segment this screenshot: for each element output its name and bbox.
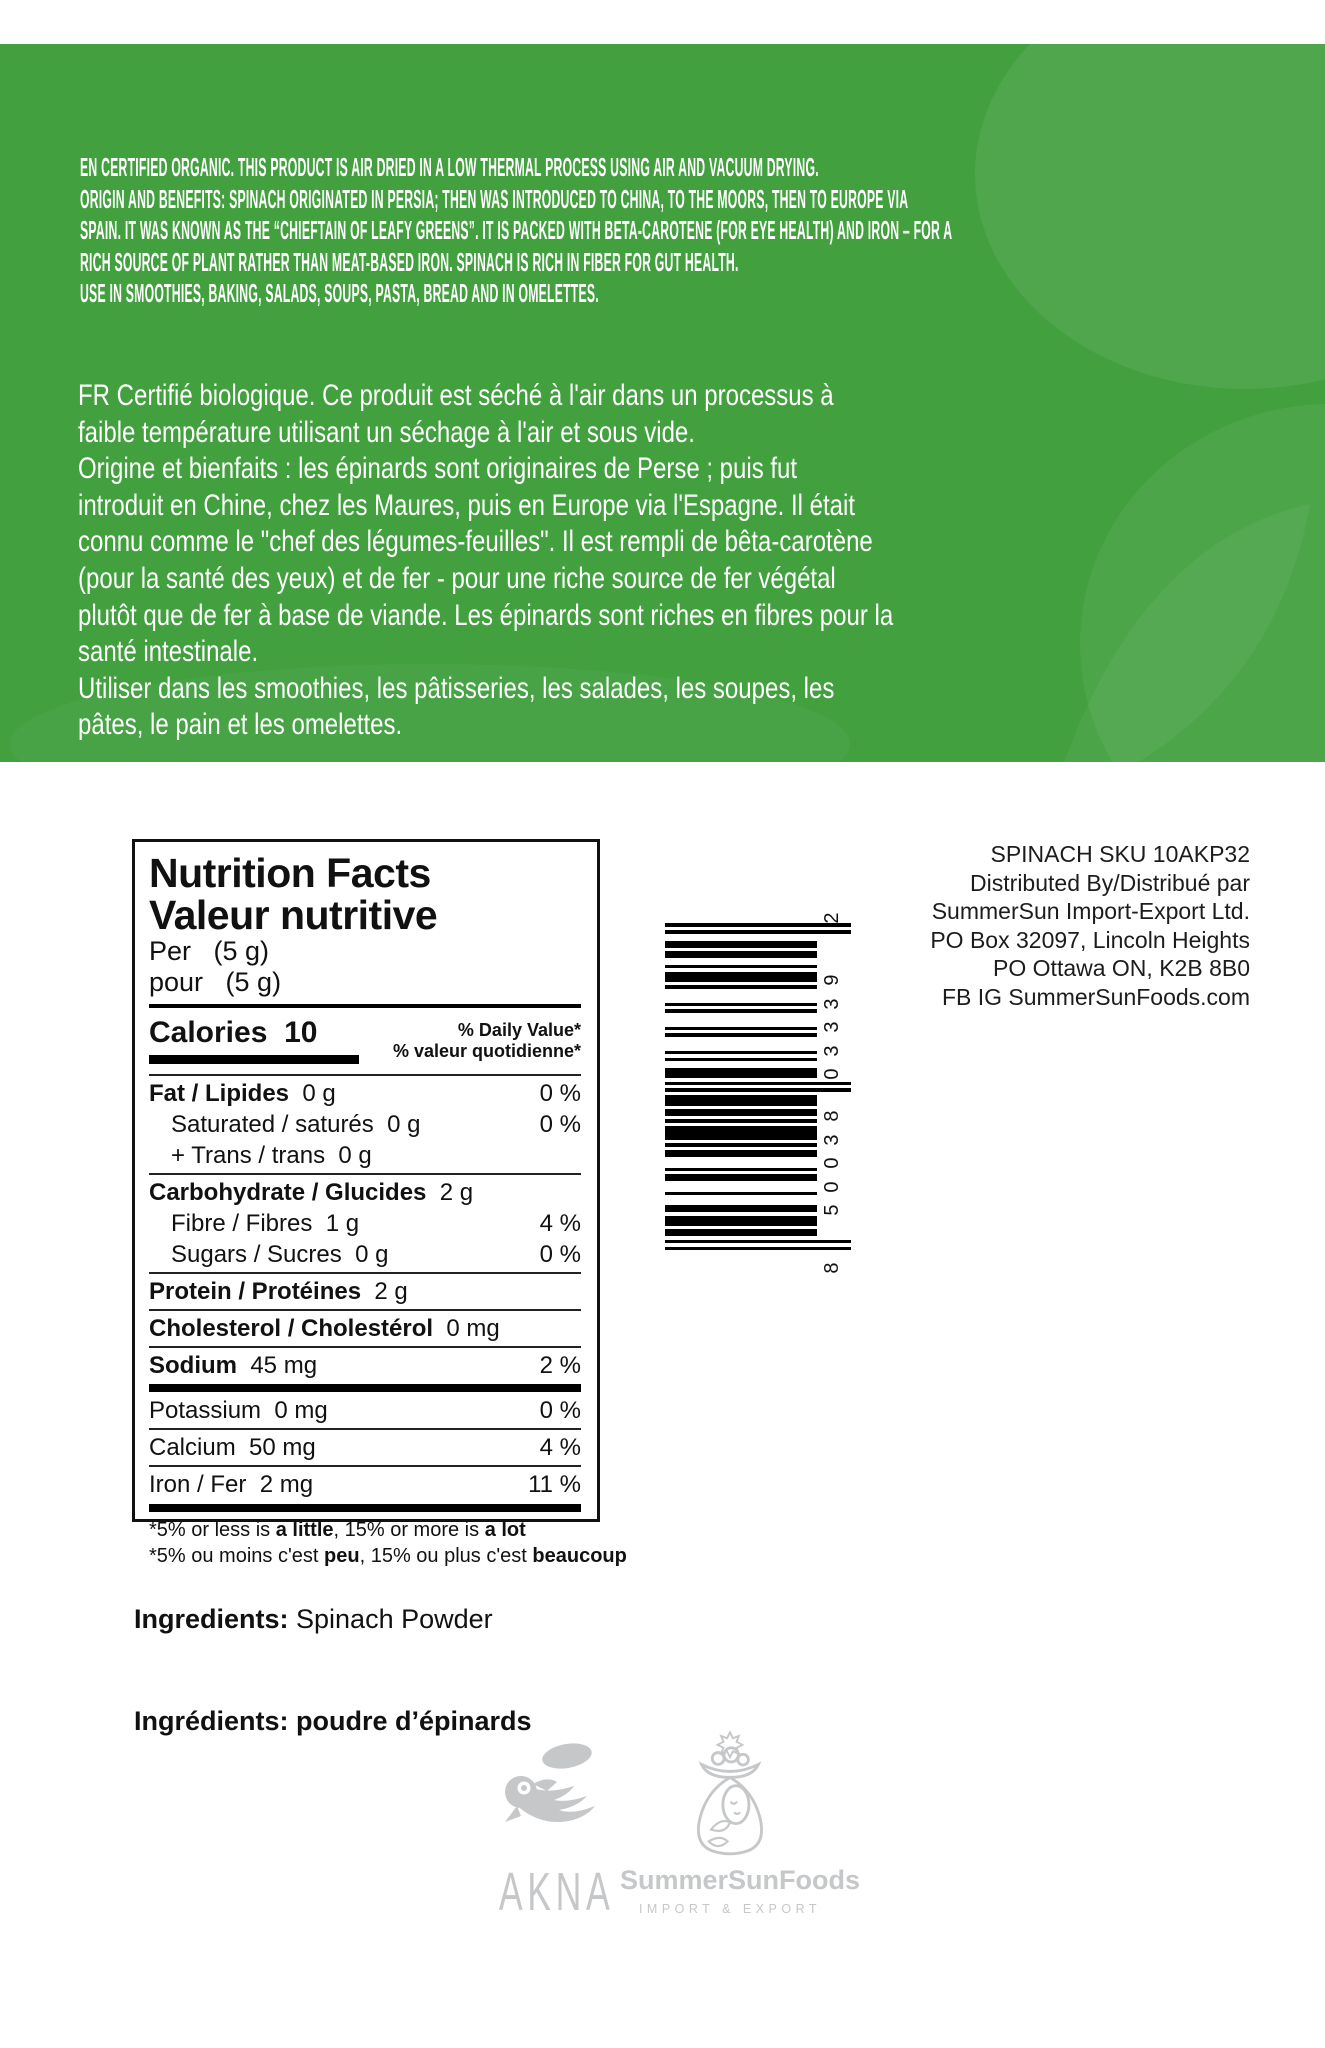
barcode-digit: 8 [821, 1110, 843, 1122]
nutrient-row: Fat / Lipides 0 g 0 % [149, 1080, 581, 1107]
barcode-digit: 0 [821, 1068, 843, 1080]
distributor-line: SummerSun Import-Export Ltd. [931, 898, 1250, 924]
distributor-line: PO Box 32097, Lincoln Heights [930, 926, 1250, 953]
fr-line: santé intestinale. [78, 635, 259, 669]
row-separator [149, 1384, 581, 1392]
nutrient-row: Iron / Fer 2 mg 11 % [149, 1471, 581, 1498]
fr-line: Utiliser dans les smoothies, les pâtisseries, les salades, les soupes, les [78, 671, 835, 705]
fr-line: pâtes, le pain et les omelettes. [78, 708, 403, 742]
calories-underline [149, 1055, 359, 1064]
fr-line: introduit en Chine, chez les Maures, puis en Europe via l'Espagne. Il était [78, 488, 856, 522]
row-separator [149, 1428, 581, 1430]
akna-wordmark: AKNA [498, 1862, 615, 1922]
ingredients-en: Ingredients: Spinach Powder [134, 1604, 493, 1634]
calories-block [149, 1010, 581, 1072]
nutrient-row: Sodium 45 mg 2 % [149, 1352, 581, 1379]
french-description [78, 378, 1325, 744]
distributor-line: SPINACH SKU 10AKP32 [990, 841, 1250, 867]
barcode-digit: 0 [821, 1157, 843, 1169]
distributor-line: FB IG SummerSunFoods.com [941, 983, 1250, 1010]
footnote-line: *5% ou moins c'est peu, 15% ou plus c'est beaucoup [149, 1545, 627, 1567]
nutrient-row: + Trans / trans 0 g [171, 1142, 372, 1169]
barcode-digit: 8 [821, 1262, 843, 1274]
footer-logos [0, 1740, 1325, 1960]
en-line: RICH SOURCE OF PLANT RATHER THAN MEAT-BASED IRON. SPINACH IS RICH IN FIBER FOR GUT HEALTH. [80, 246, 739, 277]
nutrient-row: Calcium 50 mg 4 % [149, 1434, 581, 1461]
en-line: SPAIN. IT WAS KNOWN AS THE “CHIEFTAIN OF LEAFY GREENS”. IT IS PACKED WITH BETA-CAROTENE (FOR EYE HEALTH) AND IRON – FOR A [80, 215, 953, 245]
barcode-digit: 2 [821, 912, 843, 924]
summersun-subtitle: IMPORT & EXPORT [638, 1902, 822, 1916]
green-hero-panel [0, 44, 1325, 762]
en-line: USE IN SMOOTHIES, BAKING, SALADS, SOUPS, PASTA, BREAD AND IN OMELETTES. [80, 278, 599, 308]
fr-line: connu comme le "chef des légumes-feuilles". Il est rempli de bêta-carotène [78, 525, 873, 559]
fr-line: faible température utilisant un séchage à l'air et sous vide. [78, 415, 695, 449]
barcode-digit: 3 [821, 1044, 843, 1057]
distributor-line: Distributed By/Distribué par [970, 869, 1250, 896]
fr-line: plutôt que de fer à base de viande. Les épinards sont riches en fibres pour la [78, 598, 894, 632]
barcode-digit: 5 [821, 1204, 843, 1216]
barcode-digit: 9 [821, 974, 843, 986]
akna-logo [470, 1740, 640, 1923]
distributor-info [930, 840, 1250, 1011]
row-separator [149, 1465, 581, 1467]
fr-line: (pour la santé des yeux) et de fer - pour une riche source de fer végétal [78, 561, 836, 595]
nutrient-row: Protein / Protéines 2 g [149, 1278, 408, 1305]
daily-value-header: % Daily Value* % valeur quotidienne* [392, 1020, 581, 1061]
fr-line: Origine et bienfaits : les épinards sont originaires de Perse ; puis fut [78, 452, 798, 486]
fr-line: FR Certifié biologique. Ce produit est séché à l'air dans un processus à [78, 379, 834, 412]
akna-bird-icon [495, 1740, 615, 1850]
serving-size-en: Per (5 g) [149, 936, 270, 966]
barcode-digit: 3 [821, 1133, 843, 1146]
summersun-wordmark: SummerSunFoods [620, 1865, 861, 1895]
nutrition-facts-panel [132, 839, 627, 1567]
nutrient-row: Cholesterol / Cholestérol 0 mg [149, 1315, 500, 1342]
row-separator [149, 1346, 581, 1348]
nutrition-rows [149, 1074, 581, 1500]
footnote-line: *5% or less is a little, 15% or more is a lot [149, 1519, 526, 1541]
summersun-logo [620, 1730, 861, 1916]
en-line: ORIGIN AND BENEFITS: SPINACH ORIGINATED IN PERSIA; THEN WAS INTRODUCED TO CHINA, TO THE MOORS, THEN TO EUROPE VIA [80, 183, 909, 214]
row-separator [149, 1272, 581, 1274]
serving-size-fr: pour (5 g) [149, 967, 282, 997]
upc-barcode [665, 912, 860, 1274]
row-separator [149, 1173, 581, 1175]
nutrition-title-fr: Valeur nutritive [149, 892, 438, 938]
ingredients-fr: Ingrédients: poudre d’épinards [134, 1706, 532, 1736]
row-separator [149, 1309, 581, 1311]
nutrient-row: Potassium 0 mg 0 % [149, 1397, 581, 1424]
en-line: EN CERTIFIED ORGANIC. THIS PRODUCT IS AIR DRIED IN A LOW THERMAL PROCESS USING AIR AND VACUUM DRYING. [80, 152, 819, 182]
nutrient-row: Saturated / saturés 0 g 0 % [171, 1111, 581, 1138]
nutrient-row: Carbohydrate / Glucides 2 g [149, 1179, 474, 1206]
rule-medium [149, 1004, 581, 1008]
barcode-digit: 0 [821, 1180, 843, 1193]
barcode-digit: 3 [821, 997, 843, 1010]
english-description [80, 152, 1302, 310]
nutrition-title-en: Nutrition Facts [149, 850, 431, 896]
summersun-figure-icon [682, 1730, 778, 1858]
calories-row: Calories 10 [149, 1016, 318, 1049]
row-separator [149, 1074, 581, 1076]
distributor-line: PO Ottawa ON, K2B 8B0 [993, 955, 1250, 981]
nutrient-row: Sugars / Sucres 0 g 0 % [171, 1241, 581, 1268]
nutrient-row: Fibre / Fibres 1 g 4 % [171, 1210, 581, 1237]
barcode-digit: 3 [821, 1021, 843, 1033]
